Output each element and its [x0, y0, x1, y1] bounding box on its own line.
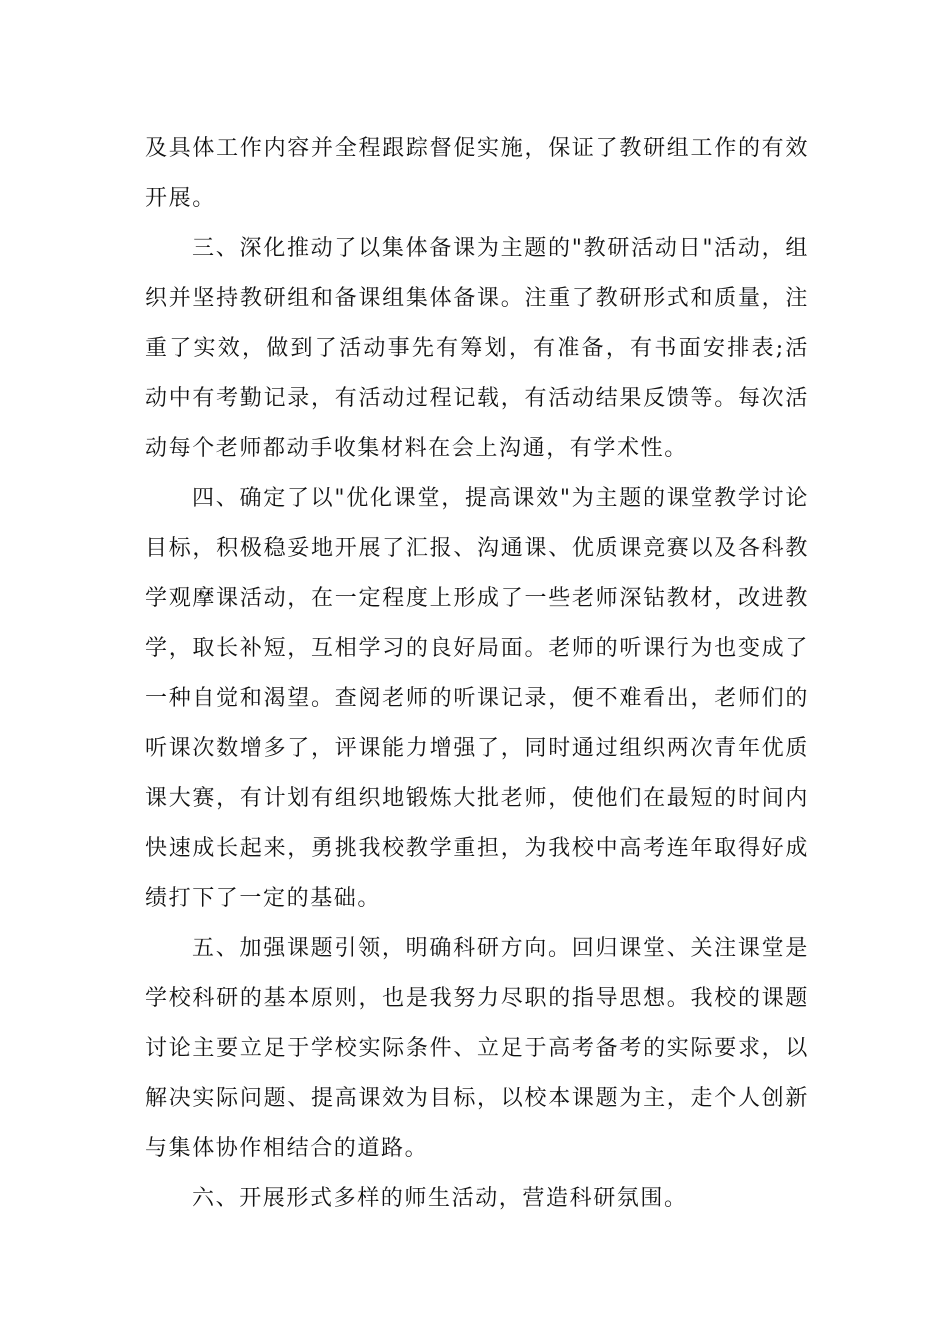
document-body — [145, 124, 809, 1224]
paragraph-section-6: 六、开展形式多样的师生活动，营造科研氛围。 — [192, 1186, 688, 1211]
paragraph-section-4: 四、确定了以"优化课堂，提高课效"为主题的课堂教学讨论目标，积极稳妥地开展了汇报、沟通课、优质课竞赛以及各科教学观摩课活动，在一定程度上形成了一些老师深钻教材，改进教学，取长补短，互相学习的良好局面。老师的听课行为也变成了一种自觉和渴望。查阅老师的听课记录，便不难看出，老师们的听课次数增多了，评课能力增强了，同时通过组织两次青年优质课大赛，有计划有组织地锻炼大批老师，使他们在最短的时间内快速成长起来，勇挑我校教学重担，为我校中高考连年取得好成绩打下了一定的基础。 — [145, 486, 809, 911]
paragraph-section-3: 三、深化推动了以集体备课为主题的"教研活动日"活动，组织并坚持教研组和备课组集体备课。注重了教研形式和质量，注重了实效，做到了活动事先有筹划，有准备，有书面安排表;活动中有考勤记录，有活动过程记载，有活动结果反馈等。每次活动每个老师都动手收集材料在会上沟通，有学术性。 — [145, 236, 809, 461]
paragraph-section-5: 五、加强课题引领，明确科研方向。回归课堂、关注课堂是学校科研的基本原则，也是我努力尽职的指导思想。我校的课题讨论主要立足于学校实际条件、立足于高考备考的实际要求，以解决实际问题、提高课效为目标，以校本课题为主，走个人创新与集体协作相结合的道路。 — [145, 936, 809, 1161]
paragraph-continuation: 及具体工作内容并全程跟踪督促实施，保证了教研组工作的有效开展。 — [145, 136, 809, 211]
